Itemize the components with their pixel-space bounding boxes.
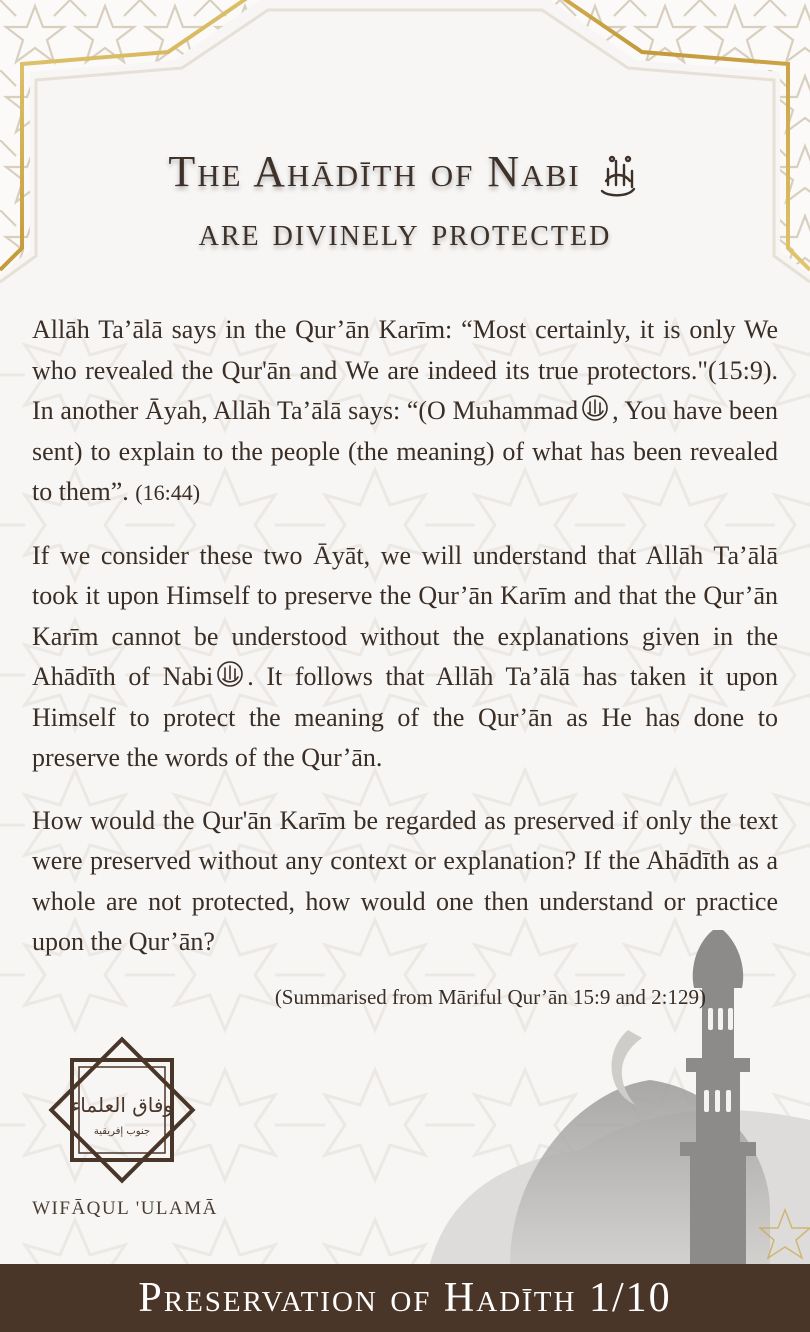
salawat-calligraphy-icon <box>594 151 642 201</box>
paragraph-1-text-b: , You have been sent) to explain to the people (the meaning) of what has been revealed to them”. <box>32 396 779 506</box>
paragraph-2-text-b: . It follows that Allāh Ta’ālā has taken it upon Himself to protect the meaning of the Qur’ān as He has done to preserve the words of the Qur’ān. <box>32 662 778 772</box>
salawat-inline-icon <box>580 393 610 423</box>
article-body <box>32 310 778 985</box>
salawat-inline-icon <box>215 659 245 689</box>
page-title <box>60 142 750 262</box>
footer-banner: Preservation of Hadīth 1/10 <box>0 1264 810 1332</box>
title-line-2: are divinely protected <box>198 209 612 254</box>
title-line-1-text: The Ahādīth of Nabi <box>168 147 581 196</box>
paragraph-2-text-a: If we consider these two Āyāt, we will understand that Allāh Ta’ālā took it upon Himself to preserve the Qur’ān Karīm and that the Qur’ān Karīm cannot be understood without the explanations given in the Ahādīth of Nabi <box>32 540 778 691</box>
wifaqul-ulama-logo <box>42 1030 202 1190</box>
logo-caption: WIFĀQUL 'ULAMĀ <box>32 1198 218 1219</box>
source-citation: (Summarised from Māriful Qur’ān 15:9 and 2:129) <box>274 985 706 1009</box>
paragraph-3: How would the Qur'ān Karīm be regarded as preserved if only the text were preserved without any context or explanation? If the Ahādīth as a whole are not protected, how would one then understand or practice upon the Qur’ān? <box>32 805 778 956</box>
logo-arabic-main: وفاق العلماء <box>70 1093 174 1117</box>
paragraph-1-reference: (16:44) <box>135 480 201 505</box>
paragraph-1-text-a: Allāh Ta’ālā says in the Qur’ān Karīm: “Most certainly, it is only We who revealed the Qur'ān and We are indeed its true protectors."(15:9). In another Āyah, Allāh Ta’ālā says: “(O Muhammad <box>32 315 778 425</box>
paragraph-1 <box>32 310 778 514</box>
paragraph-2 <box>32 536 778 779</box>
logo-arabic-sub: جنوب إفريقية <box>93 1126 151 1137</box>
title-line-1 <box>60 142 750 202</box>
